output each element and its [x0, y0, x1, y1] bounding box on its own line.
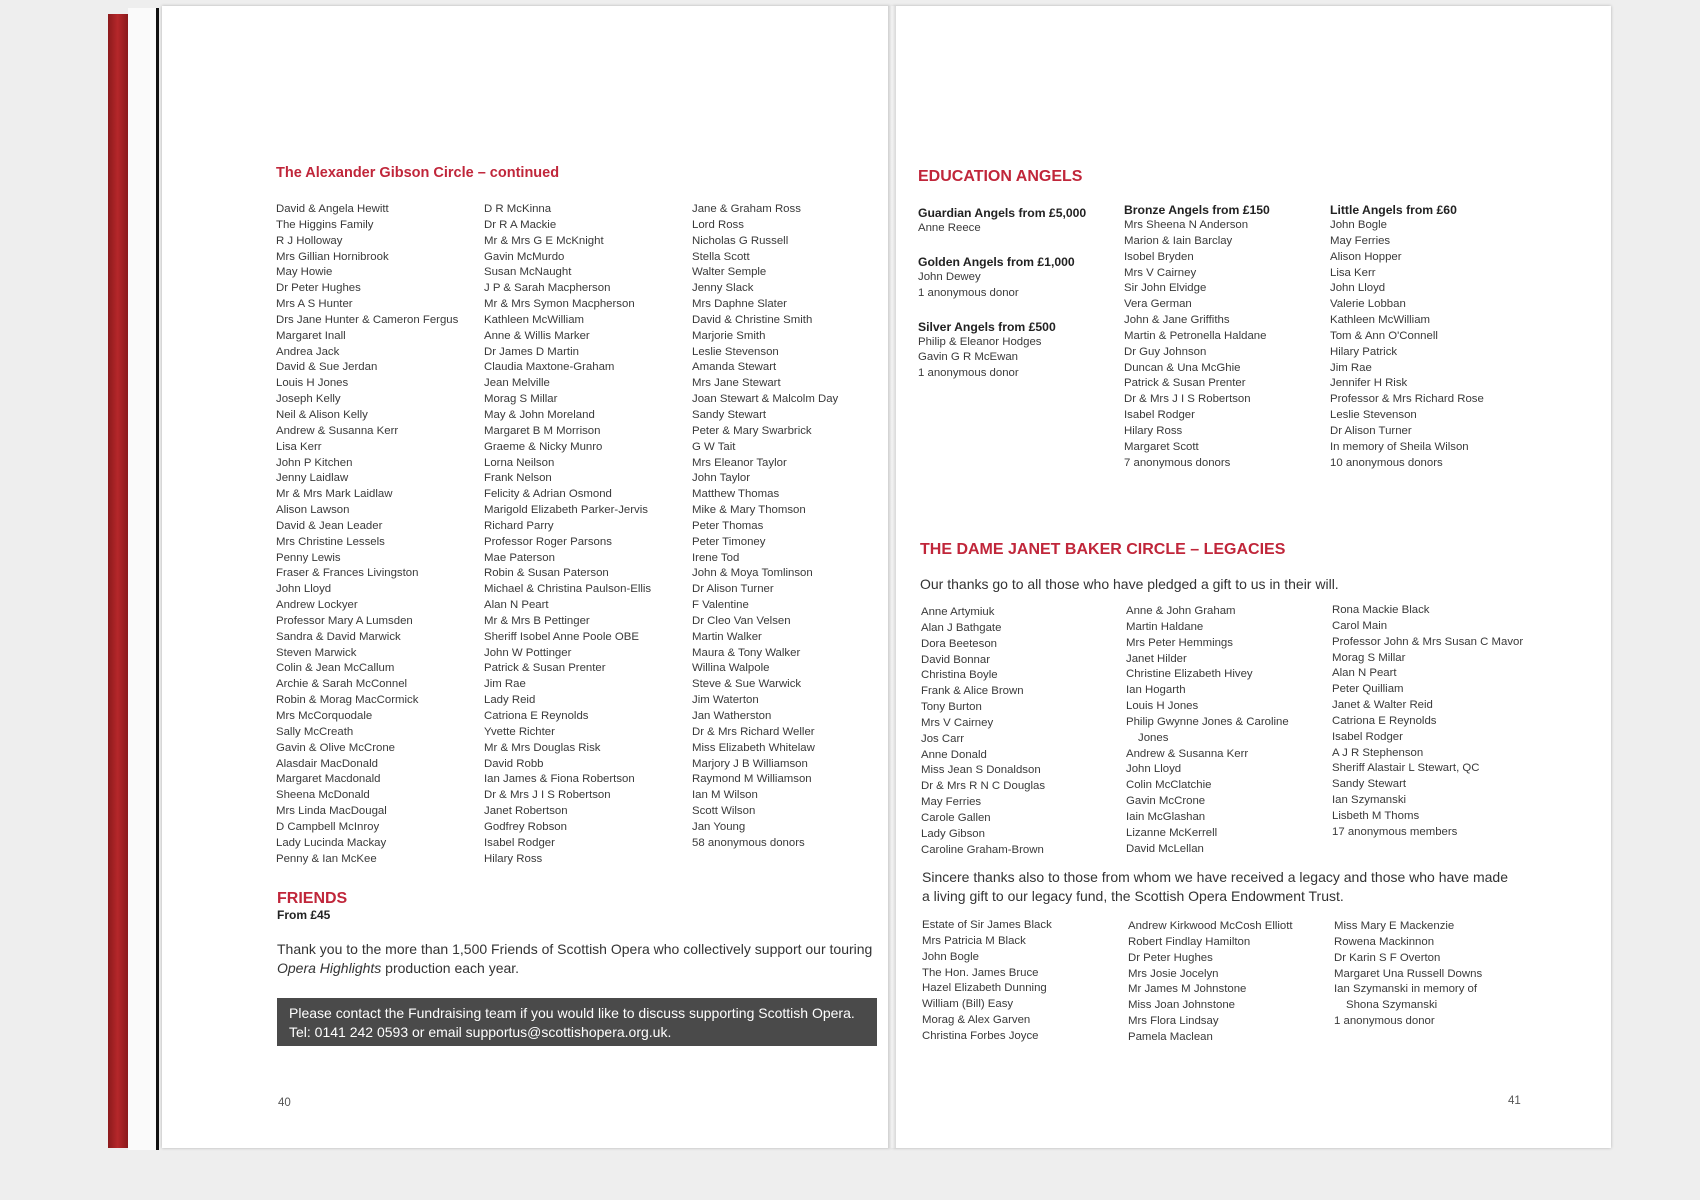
received-text	[922, 868, 1508, 906]
donor-name: John & Jane Griffiths	[1124, 314, 1230, 327]
donor-name: Mrs Christine Lessels	[276, 535, 385, 548]
donor-name: Ian Hogarth	[1126, 684, 1186, 697]
donor-name: Mrs Flora Lindsay	[1128, 1015, 1219, 1028]
page-edge-line	[156, 8, 159, 1150]
donor-name: Marigold Elizabeth Parker-Jervis	[484, 504, 648, 517]
donor-name: Martin Walker	[692, 630, 762, 643]
donor-name: Isobel Bryden	[1124, 250, 1194, 263]
friends-subheading: From £45	[277, 908, 331, 922]
donor-name: Alan N Peart	[1332, 667, 1397, 680]
donor-name: Dr & Mrs J I S Robertson	[484, 789, 611, 802]
donor-name: Marjory J B Williamson	[692, 757, 808, 770]
donor-name: Hilary Ross	[484, 852, 543, 865]
friends-text	[277, 940, 887, 978]
donor-name: Shona Szymanski	[1346, 999, 1438, 1012]
donor-name: Jane & Graham Ross	[692, 203, 801, 215]
donor-name: Walter Semple	[692, 266, 767, 279]
donor-name: Steven Marwick	[276, 646, 357, 659]
donor-name: Dr James D Martin	[484, 345, 579, 358]
donor-name: John Lloyd	[1126, 763, 1182, 776]
donor-name: A J R Stephenson	[1332, 746, 1424, 759]
page-number-left: 40	[278, 1097, 291, 1109]
education-angels-heading: EDUCATION ANGELS	[918, 168, 1083, 185]
donor-name: Mr & Mrs B Pettinger	[484, 614, 590, 627]
donor-name: Morag & Alex Garven	[922, 1014, 1031, 1027]
donor-name: Lorna Neilson	[484, 456, 555, 469]
donor-name: Lady Gibson	[921, 827, 985, 840]
donor-name: Isabel Rodger	[1332, 730, 1403, 743]
donor-name: Janet & Walter Reid	[1332, 699, 1433, 712]
donor-name: Lady Lucinda Mackay	[276, 836, 387, 849]
donor-name: 58 anonymous donors	[692, 836, 805, 849]
donor-name: Patrick & Susan Prenter	[484, 662, 606, 675]
contact-line-2: Tel: 0141 242 0593 or email supportus@scottishopera.org.uk.	[289, 1024, 672, 1040]
donor-name: Estate of Sir James Black	[922, 919, 1052, 931]
donor-name: Joseph Kelly	[276, 393, 341, 406]
legacies-column-1	[921, 605, 1045, 859]
donor-name: Professor Roger Parsons	[484, 535, 612, 548]
donor-name: Jim Rae	[1330, 361, 1372, 374]
received-line-1: Sincere thanks also to those from whom we have received a legacy and those who have made	[922, 869, 1508, 885]
donor-name: Iain McGlashan	[1126, 810, 1206, 823]
donor-name: Anne & John Graham	[1126, 605, 1236, 617]
donor-name: Dr Cleo Van Velsen	[692, 614, 791, 627]
donor-name: Robin & Morag MacCormick	[276, 694, 419, 707]
donor-name: May Ferries	[1330, 234, 1391, 247]
donor-name: Marjorie Smith	[692, 329, 766, 342]
donor-name: John Lloyd	[1330, 282, 1386, 295]
donor-name: Jim Rae	[484, 678, 526, 691]
donor-name: Louis H Jones	[276, 377, 349, 390]
donor-name: David Bonnar	[921, 653, 991, 666]
donor-name: Dr & Mrs Richard Weller	[692, 725, 815, 738]
donor-name: Jenny Laidlaw	[276, 472, 349, 485]
angel-tier-title: Guardian Angels from £5,000	[918, 206, 1087, 220]
donor-name: Jean Melville	[484, 377, 550, 390]
donor-name: John Taylor	[692, 472, 751, 485]
donor-name: Janet Robertson	[484, 805, 568, 818]
donor-name: Drs Jane Hunter & Cameron Fergus	[276, 313, 459, 326]
donor-name: R J Holloway	[276, 234, 343, 247]
donor-name: Sheena McDonald	[276, 789, 370, 802]
donor-name: Steve & Sue Warwick	[692, 678, 802, 691]
donor-name: John P Kitchen	[276, 456, 353, 469]
donor-name: David & Angela Hewitt	[276, 203, 389, 215]
donor-name: Alison Lawson	[276, 504, 350, 517]
donor-name: Jones	[1138, 731, 1169, 744]
donor-name: 1 anonymous donor	[1334, 1015, 1435, 1028]
received-column-3	[1334, 919, 1482, 1030]
donor-name: Martin Haldane	[1126, 620, 1204, 633]
donor-name: D Campbell McInroy	[276, 820, 380, 833]
donor-name: Gavin McMurdo	[484, 250, 565, 263]
donor-name: Marion & Iain Barclay	[1124, 234, 1233, 247]
donor-name: Kathleen McWilliam	[1330, 314, 1431, 327]
donor-name: May Ferries	[921, 796, 982, 809]
donor-name: Gavin & Olive McCrone	[276, 741, 396, 754]
donor-name: Morag S Millar	[1332, 651, 1406, 664]
donor-name: 10 anonymous donors	[1330, 456, 1443, 469]
donor-name: Christina Forbes Joyce	[922, 1029, 1039, 1042]
donor-name: Lady Reid	[484, 694, 536, 707]
donor-name: Carol Main	[1332, 619, 1388, 632]
donor-column-1	[276, 202, 458, 867]
education-column-2	[1124, 202, 1270, 472]
education-column-1	[918, 205, 1086, 382]
donor-name: Dr Peter Hughes	[276, 282, 361, 295]
donor-name: Fraser & Frances Livingston	[276, 567, 419, 580]
donor-name: May Howie	[276, 266, 333, 279]
angel-tier-title: Little Angels from £60	[1330, 203, 1457, 217]
donor-name: 1 anonymous donor	[918, 367, 1019, 380]
donor-name: Andrea Jack	[276, 345, 340, 358]
donor-name: Alasdair MacDonald	[276, 757, 378, 770]
donor-name: Professor & Mrs Richard Rose	[1330, 393, 1484, 406]
donor-name: Dr & Mrs R N C Douglas	[921, 780, 1046, 793]
donor-name: David McLellan	[1126, 842, 1204, 855]
donor-name: May & John Moreland	[484, 408, 595, 421]
donor-name: Nicholas G Russell	[692, 234, 789, 247]
donor-name: Gavin G R McEwan	[918, 351, 1019, 364]
donor-name: Catriona E Reynolds	[1332, 714, 1437, 727]
page-number-right: 41	[1508, 1095, 1521, 1107]
donor-name: Penny Lewis	[276, 551, 341, 564]
received-column-2	[1128, 919, 1293, 1046]
received-line-2: a living gift to our legacy fund, the Scottish Opera Endowment Trust.	[922, 888, 1344, 904]
donor-column-2	[484, 202, 651, 867]
donor-name: 1 anonymous donor	[918, 286, 1019, 299]
donor-name: Mr & Mrs Mark Laidlaw	[276, 488, 393, 501]
donor-name: Caroline Graham-Brown	[921, 843, 1044, 856]
donor-name: Mrs Sheena N Anderson	[1124, 219, 1249, 231]
donor-name: Duncan & Una McGhie	[1124, 361, 1241, 374]
donor-name: Mae Paterson	[484, 551, 555, 564]
donor-name: Colin & Jean McCallum	[276, 662, 395, 675]
donor-name: Tom & Ann O'Connell	[1330, 329, 1438, 342]
donor-name: Anne & Willis Marker	[484, 329, 590, 342]
donor-name: Mrs McCorquodale	[276, 710, 373, 722]
donor-name: Pamela Maclean	[1128, 1030, 1213, 1043]
donor-name: David Robb	[484, 757, 544, 770]
donor-name: Matthew Thomas	[692, 488, 780, 501]
donor-name: John & Moya Tomlinson	[692, 567, 813, 580]
donor-name: Louis H Jones	[1126, 700, 1199, 713]
donor-name: Hazel Elizabeth Dunning	[922, 982, 1047, 995]
donor-name: Tony Burton	[921, 701, 982, 714]
legacies-intro: Our thanks go to all those who have pledged a gift to us in their will.	[920, 576, 1339, 592]
donor-name: Mike & Mary Thomson	[692, 504, 806, 517]
donor-name: Sir John Elvidge	[1124, 282, 1207, 295]
donor-name: Jim Waterton	[692, 694, 759, 707]
donor-name: Mrs V Cairney	[921, 716, 994, 729]
donor-name: Dr R A Mackie	[484, 218, 557, 231]
donor-name: Professor John & Mrs Susan C Mavor	[1332, 635, 1524, 648]
education-column-3	[1330, 202, 1484, 472]
donor-name: G W Tait	[692, 440, 736, 453]
donor-name: Lizanne McKerrell	[1126, 826, 1218, 839]
donor-name: John Dewey	[918, 270, 981, 283]
donor-name: Mr James M Johnstone	[1128, 983, 1247, 996]
donor-name: David & Sue Jerdan	[276, 361, 378, 374]
donor-name: Felicity & Adrian Osmond	[484, 488, 612, 501]
donor-name: Mr & Mrs Douglas Risk	[484, 741, 601, 754]
donor-name: Archie & Sarah McConnel	[276, 678, 408, 691]
donor-name: Susan McNaught	[484, 266, 572, 279]
donor-name: Peter & Mary Swarbrick	[692, 424, 812, 437]
donor-name: Jos Carr	[921, 732, 965, 745]
donor-name: Dr Alison Turner	[692, 583, 774, 596]
donor-name: Leslie Stevenson	[1330, 409, 1417, 422]
donor-name: Yvette Richter	[484, 725, 555, 738]
donor-name: Mrs A S Hunter	[276, 298, 353, 311]
donor-name: Philip & Eleanor Hodges	[918, 335, 1042, 348]
donor-name: Dr Peter Hughes	[1128, 951, 1213, 964]
donor-name: Lisa Kerr	[1330, 266, 1376, 279]
donor-name: Mrs Josie Jocelyn	[1128, 967, 1219, 980]
donor-name: Janet Hilder	[1126, 652, 1187, 665]
donor-name: Mrs Linda MacDougal	[276, 805, 387, 818]
donor-name: John Lloyd	[276, 583, 332, 596]
donor-name: Mrs Jane Stewart	[692, 377, 781, 390]
donor-name: The Hon. James Bruce	[922, 966, 1039, 979]
donor-name: William (Bill) Easy	[922, 998, 1014, 1011]
donor-name: Valerie Lobban	[1330, 298, 1406, 311]
angel-tier-title: Silver Angels from £500	[918, 319, 1056, 334]
donor-name: The Higgins Family	[276, 218, 374, 231]
donor-name: Margaret Scott	[1124, 440, 1199, 453]
donor-name: Sally McCreath	[276, 725, 354, 738]
donor-name: David & Christine Smith	[692, 313, 813, 326]
donor-name: Penny & Ian McKee	[276, 852, 377, 865]
donor-name: Ian Szymanski	[1332, 794, 1407, 807]
legacies-heading: THE DAME JANET BAKER CIRCLE – LEGACIES	[920, 541, 1286, 558]
donor-name: John W Pottinger	[484, 646, 572, 659]
donor-name: Mrs Daphne Slater	[692, 298, 787, 311]
donor-name: Mrs V Cairney	[1124, 266, 1197, 279]
donor-name: Hilary Patrick	[1330, 345, 1398, 358]
donor-name: 17 anonymous members	[1332, 825, 1458, 838]
circle-heading: The Alexander Gibson Circle – continued	[276, 165, 560, 181]
donor-name: Mrs Eleanor Taylor	[692, 456, 787, 469]
donor-name: Willina Walpole	[692, 662, 770, 675]
donor-name: Ian James & Fiona Robertson	[484, 773, 635, 786]
donor-name: Isabel Rodger	[484, 836, 555, 849]
donor-name: Christina Boyle	[921, 669, 998, 682]
donor-name: Michael & Christina Paulson-Ellis	[484, 583, 652, 596]
donor-name: Dr Karin S F Overton	[1334, 951, 1441, 964]
donor-name: Catriona E Reynolds	[484, 710, 589, 722]
legacies-column-2	[1126, 604, 1289, 858]
donor-name: Anne Reece	[918, 222, 981, 234]
donor-name: Lisa Kerr	[276, 440, 322, 453]
friends-text-b: production each year.	[381, 960, 520, 976]
donor-name: Raymond M Williamson	[692, 773, 812, 786]
donor-name: Margaret Inall	[276, 329, 346, 342]
donor-name: Dora Beeteson	[921, 637, 997, 650]
donor-name: Amanda Stewart	[692, 361, 777, 374]
donor-name: Sheriff Alastair L Stewart, QC	[1332, 762, 1480, 775]
donor-name: Andrew & Susanna Kerr	[276, 424, 399, 437]
donor-name: Morag S Millar	[484, 393, 558, 406]
donor-name: Lisbeth M Thoms	[1332, 809, 1420, 822]
donor-name: Gavin McCrone	[1126, 795, 1206, 808]
donor-name: Margaret Macdonald	[276, 773, 381, 786]
donor-name: Scott Wilson	[692, 805, 756, 818]
donor-name: Rowena Mackinnon	[1334, 935, 1435, 948]
donor-name: Peter Timoney	[692, 535, 766, 548]
donor-name: Joan Stewart & Malcolm Day	[692, 393, 839, 406]
donor-name: Alan J Bathgate	[921, 621, 1002, 634]
donor-name: Frank Nelson	[484, 472, 552, 485]
donor-name: Patrick & Susan Prenter	[1124, 377, 1246, 390]
friends-heading: FRIENDS	[277, 890, 348, 907]
contact-line-1: Please contact the Fundraising team if you would like to discuss supporting Scottish Opera.	[289, 1005, 855, 1021]
donor-name: Richard Parry	[484, 519, 554, 532]
donor-name: Miss Jean S Donaldson	[921, 764, 1041, 777]
donor-name: Sheriff Isobel Anne Poole OBE	[484, 630, 639, 643]
donor-name: Dr Alison Turner	[1330, 424, 1412, 437]
donor-name: Alison Hopper	[1330, 250, 1402, 263]
donor-name: 7 anonymous donors	[1124, 456, 1231, 469]
donor-name: Neil & Alison Kelly	[276, 408, 368, 421]
received-column-1	[922, 918, 1052, 1045]
donor-name: Mr & Mrs Symon Macpherson	[484, 298, 635, 311]
donor-name: Alan N Peart	[484, 599, 549, 612]
book-gutter	[888, 6, 896, 1148]
donor-name: Leslie Stevenson	[692, 345, 779, 358]
donor-name: Carole Gallen	[921, 811, 991, 824]
donor-name: John Bogle	[922, 950, 979, 963]
friends-text-a: Thank you to the more than 1,500 Friends of Scottish Opera who collectively support our touring	[277, 941, 873, 957]
donor-name: Miss Elizabeth Whitelaw	[692, 741, 815, 754]
donor-name: Jan Young	[692, 820, 746, 833]
donor-name: Robin & Susan Paterson	[484, 567, 609, 580]
donor-name: Andrew Lockyer	[276, 599, 358, 612]
friends-text-italic: Opera Highlights	[277, 960, 382, 976]
donor-name: John Bogle	[1330, 219, 1387, 231]
donor-name: Kathleen McWilliam	[484, 313, 585, 326]
donor-name: Peter Quilliam	[1332, 683, 1404, 696]
donor-name: Miss Mary E Mackenzie	[1334, 920, 1455, 932]
donor-name: Vera German	[1124, 298, 1192, 311]
donor-column-3	[692, 202, 838, 852]
donor-name: Ian M Wilson	[692, 789, 758, 802]
angel-tier-title: Golden Angels from £1,000	[918, 254, 1075, 269]
donor-name: Ian Szymanski in memory of	[1334, 983, 1478, 996]
donor-name: Christine Elizabeth Hivey	[1126, 668, 1253, 681]
donor-name: Mrs Peter Hemmings	[1126, 636, 1233, 649]
donor-name: J P & Sarah Macpherson	[484, 282, 611, 295]
donor-name: Mrs Patricia M Black	[922, 934, 1026, 947]
donor-name: Mrs Gillian Hornibrook	[276, 250, 389, 263]
donor-name: Margaret Una Russell Downs	[1334, 967, 1483, 980]
donor-name: Colin McClatchie	[1126, 779, 1212, 792]
donor-name: Frank & Alice Brown	[921, 685, 1024, 698]
donor-name: Sandy Stewart	[692, 408, 767, 421]
donor-name: Margaret B M Morrison	[484, 424, 601, 437]
legacies-column-3	[1332, 603, 1523, 841]
donor-name: Irene Tod	[692, 551, 740, 564]
donor-name: Lord Ross	[692, 218, 744, 231]
donor-name: Anne Donald	[921, 748, 987, 761]
donor-name: Dr & Mrs J I S Robertson	[1124, 393, 1251, 406]
donor-name: Martin & Petronella Haldane	[1124, 329, 1267, 342]
donor-name: Rona Mackie Black	[1332, 604, 1430, 616]
donor-name: Anne Artymiuk	[921, 606, 995, 618]
donor-name: Maura & Tony Walker	[692, 646, 801, 659]
donor-name: F Valentine	[692, 599, 749, 612]
donor-name: David & Jean Leader	[276, 519, 383, 532]
donor-name: Jennifer H Risk	[1330, 377, 1408, 390]
donor-name: Mr & Mrs G E McKnight	[484, 234, 604, 247]
donor-name: Miss Joan Johnstone	[1128, 999, 1236, 1012]
donor-name: Jan Watherston	[692, 710, 772, 722]
donor-name: Peter Thomas	[692, 519, 764, 532]
donor-name: Hilary Ross	[1124, 424, 1183, 437]
donor-name: Sandra & David Marwick	[276, 630, 401, 643]
donor-name: Isabel Rodger	[1124, 409, 1195, 422]
donor-name: Graeme & Nicky Munro	[484, 440, 603, 453]
donor-name: Philip Gwynne Jones & Caroline	[1126, 715, 1289, 728]
donor-name: In memory of Sheila Wilson	[1330, 440, 1469, 453]
donor-name: D R McKinna	[484, 203, 552, 215]
donor-name: Godfrey Robson	[484, 820, 567, 833]
donor-name: Robert Findlay Hamilton	[1128, 935, 1251, 948]
donor-name: Professor Mary A Lumsden	[276, 614, 413, 627]
donor-name: Jenny Slack	[692, 282, 754, 295]
donor-name: Sandy Stewart	[1332, 778, 1407, 791]
donor-name: Andrew & Susanna Kerr	[1126, 747, 1249, 760]
donor-name: Andrew Kirkwood McCosh Elliott	[1128, 920, 1293, 932]
donor-name: Stella Scott	[692, 250, 750, 263]
angel-tier-title: Bronze Angels from £150	[1124, 203, 1270, 217]
contact-box	[277, 998, 877, 1046]
donor-name: Claudia Maxtone-Graham	[484, 361, 615, 374]
donor-name: Dr Guy Johnson	[1124, 345, 1207, 358]
